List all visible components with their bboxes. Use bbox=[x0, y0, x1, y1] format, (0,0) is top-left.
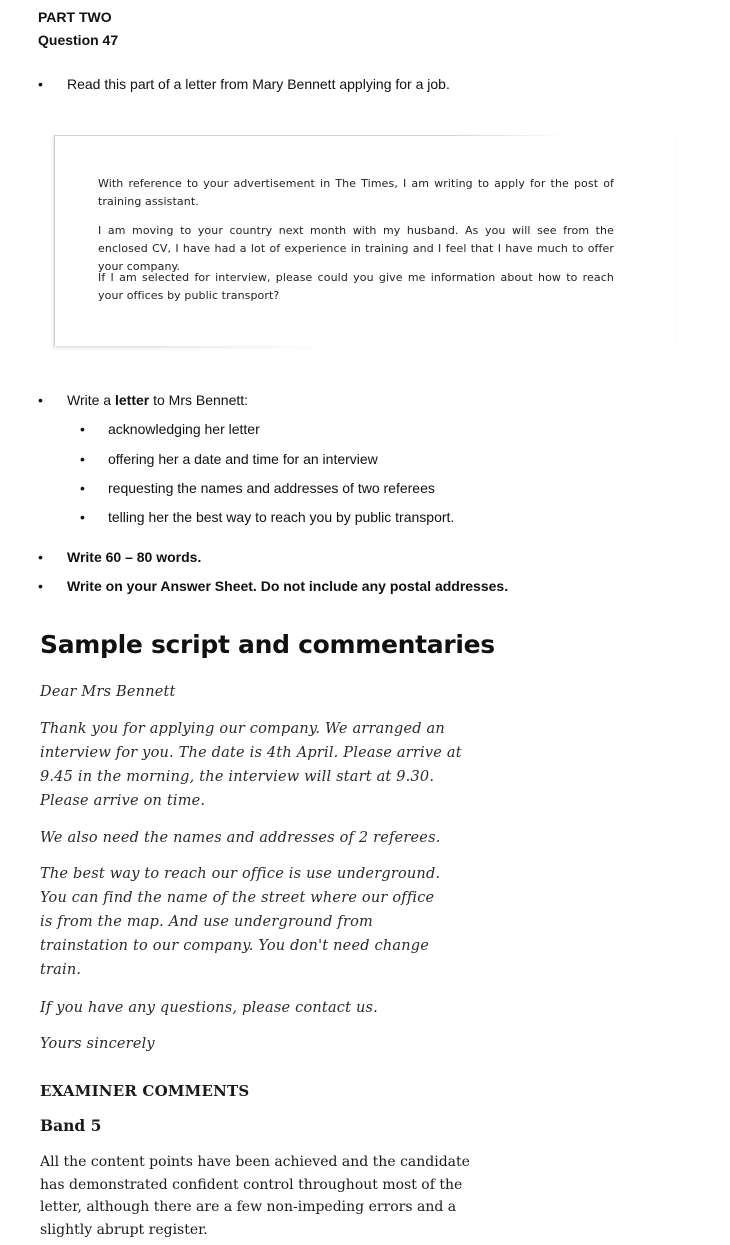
bullet-icon: • bbox=[80, 480, 85, 496]
part-heading: PART TWO bbox=[38, 9, 112, 25]
question-number: Question 47 bbox=[38, 32, 119, 48]
sample-paragraph-1: Thank you for applying our company. We arranged an interview for you. The date is 4th April. Please arrive at 9.45 in the morning, the interview will start at 9.30. Please arrive on time. bbox=[40, 721, 462, 809]
letter-paragraph-3: If I am selected for interview, please could you give me information about how to reach your offices by public transport? bbox=[98, 271, 614, 302]
intro-text: Read this part of a letter from Mary Bennett applying for a job. bbox=[67, 76, 450, 92]
answer-sheet-instruction: Write on your Answer Sheet. Do not include any postal addresses. bbox=[67, 578, 509, 594]
bullet-icon: • bbox=[80, 509, 85, 525]
section-title: Sample script and commentaries bbox=[40, 630, 495, 659]
sample-paragraph-4: If you have any questions, please contact us. bbox=[40, 1000, 378, 1016]
bullet-icon: • bbox=[80, 421, 85, 437]
write-letter-instruction: Write a letter to Mrs Bennett: bbox=[67, 392, 249, 408]
word-count-instruction: Write 60 – 80 words. bbox=[67, 549, 202, 565]
letter-paragraph-2: I am moving to your country next month with my husband. As you will see from the enclosed CV, I have had a lot of experience in training and I feel that I have much to offer your company. bbox=[98, 224, 614, 273]
bullet-icon: • bbox=[38, 549, 43, 565]
letter-paragraph-1: With reference to your advertisement in The Times, I am writing to apply for the post of training assistant. bbox=[98, 177, 614, 208]
band-label: Band 5 bbox=[40, 1116, 102, 1135]
examiner-comment: All the content points have been achieved and the candidate has demonstrated confident control throughout most of the letter, although there are a few non-impeding errors and a slightly abrupt register. bbox=[40, 1154, 470, 1238]
bullet-icon: • bbox=[38, 578, 43, 594]
sample-paragraph-2: We also need the names and addresses of 2 referees. bbox=[40, 830, 441, 846]
closing: Yours sincerely bbox=[40, 1036, 155, 1052]
examiner-heading: EXAMINER COMMENTS bbox=[40, 1082, 250, 1100]
salutation: Dear Mrs Bennett bbox=[40, 684, 176, 700]
bullet-icon: • bbox=[38, 76, 43, 92]
bullet-icon: • bbox=[38, 392, 43, 408]
sample-paragraph-3: The best way to reach our office is use underground. You can find the name of the street where our office is from the map. And use underground from trainstation to our company. You don't need change train. bbox=[40, 866, 441, 978]
bullet-icon: • bbox=[80, 451, 85, 467]
